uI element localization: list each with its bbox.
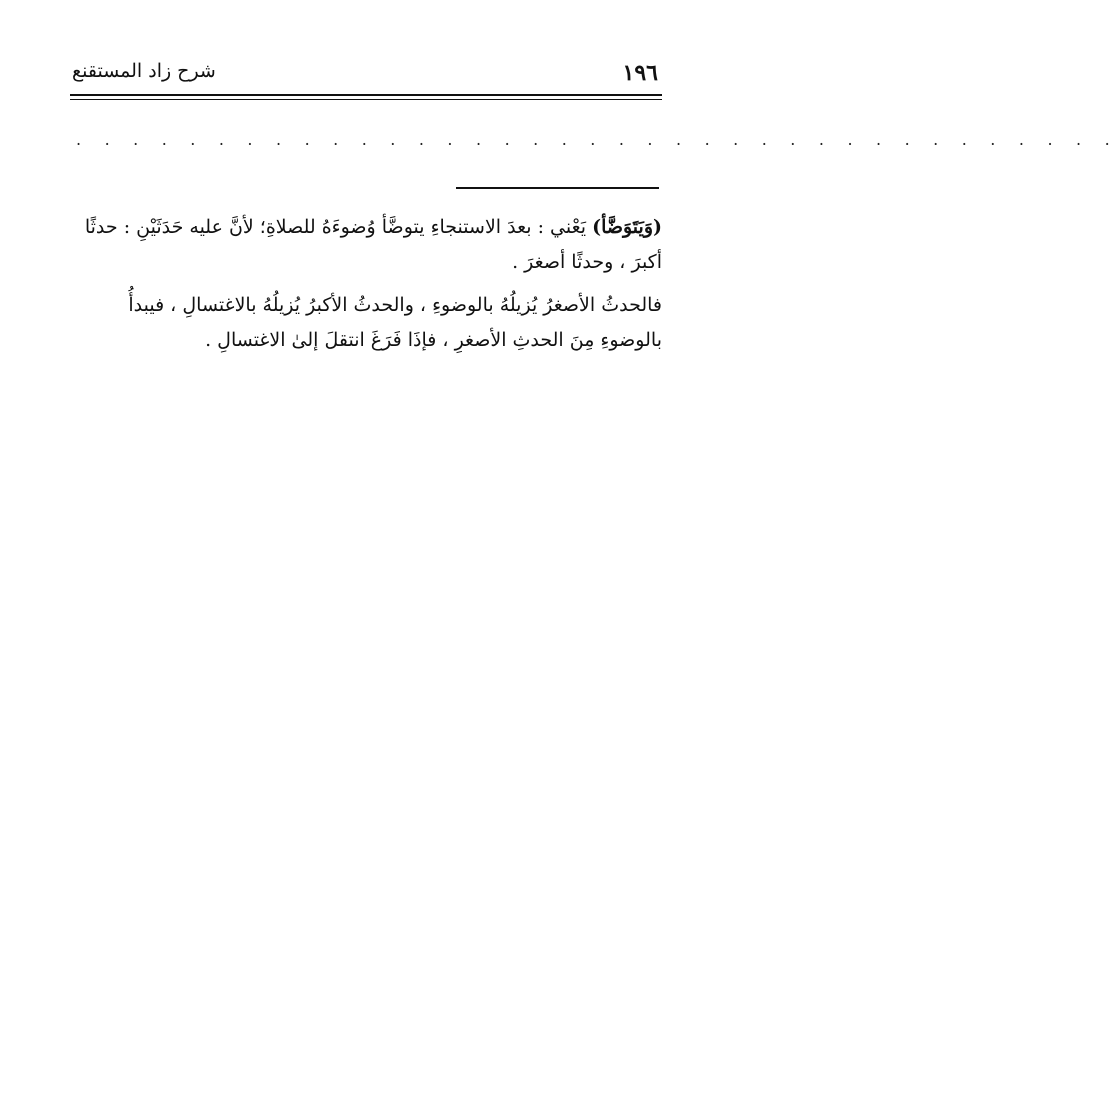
paragraph-1-text: يَعْني : بعدَ الاستنجاءِ يتوضَّأ وُضوءَهُ للصلاةِ؛ لأنَّ عليه حَدَثَيْنِ : حدثًا أكبرَ ، وحدثًا أصغرَ . xyxy=(84,216,662,273)
running-title: شرح زاد المستقنع xyxy=(72,60,216,82)
section-rule xyxy=(456,187,659,189)
body-text xyxy=(70,210,662,358)
paragraph-2: فالحدثُ الأصغرُ يُزيلُهُ بالوضوءِ ، والحدثُ الأكبرُ يُزيلُهُ بالاغتسالِ ، فيبدأُ بالوضوءِ مِنَ الحدثِ الأصغرِ ، فإذَا فَرَغَ انتقلَ إلىٰ الاغتسالِ . xyxy=(128,294,662,351)
paragraph-1 xyxy=(70,210,662,280)
header-rule-thin xyxy=(70,99,662,100)
page-header xyxy=(70,58,662,92)
matn-term: (وَيَتَوَضَّأ) xyxy=(592,216,662,238)
header-rule-thick xyxy=(70,94,662,96)
dotted-separator: . . . . . . . . . . . . . . . . . . . . . . . . . . . . . . . . . . . . . xyxy=(76,130,1119,149)
page-number: ١٩٦ xyxy=(622,60,658,86)
